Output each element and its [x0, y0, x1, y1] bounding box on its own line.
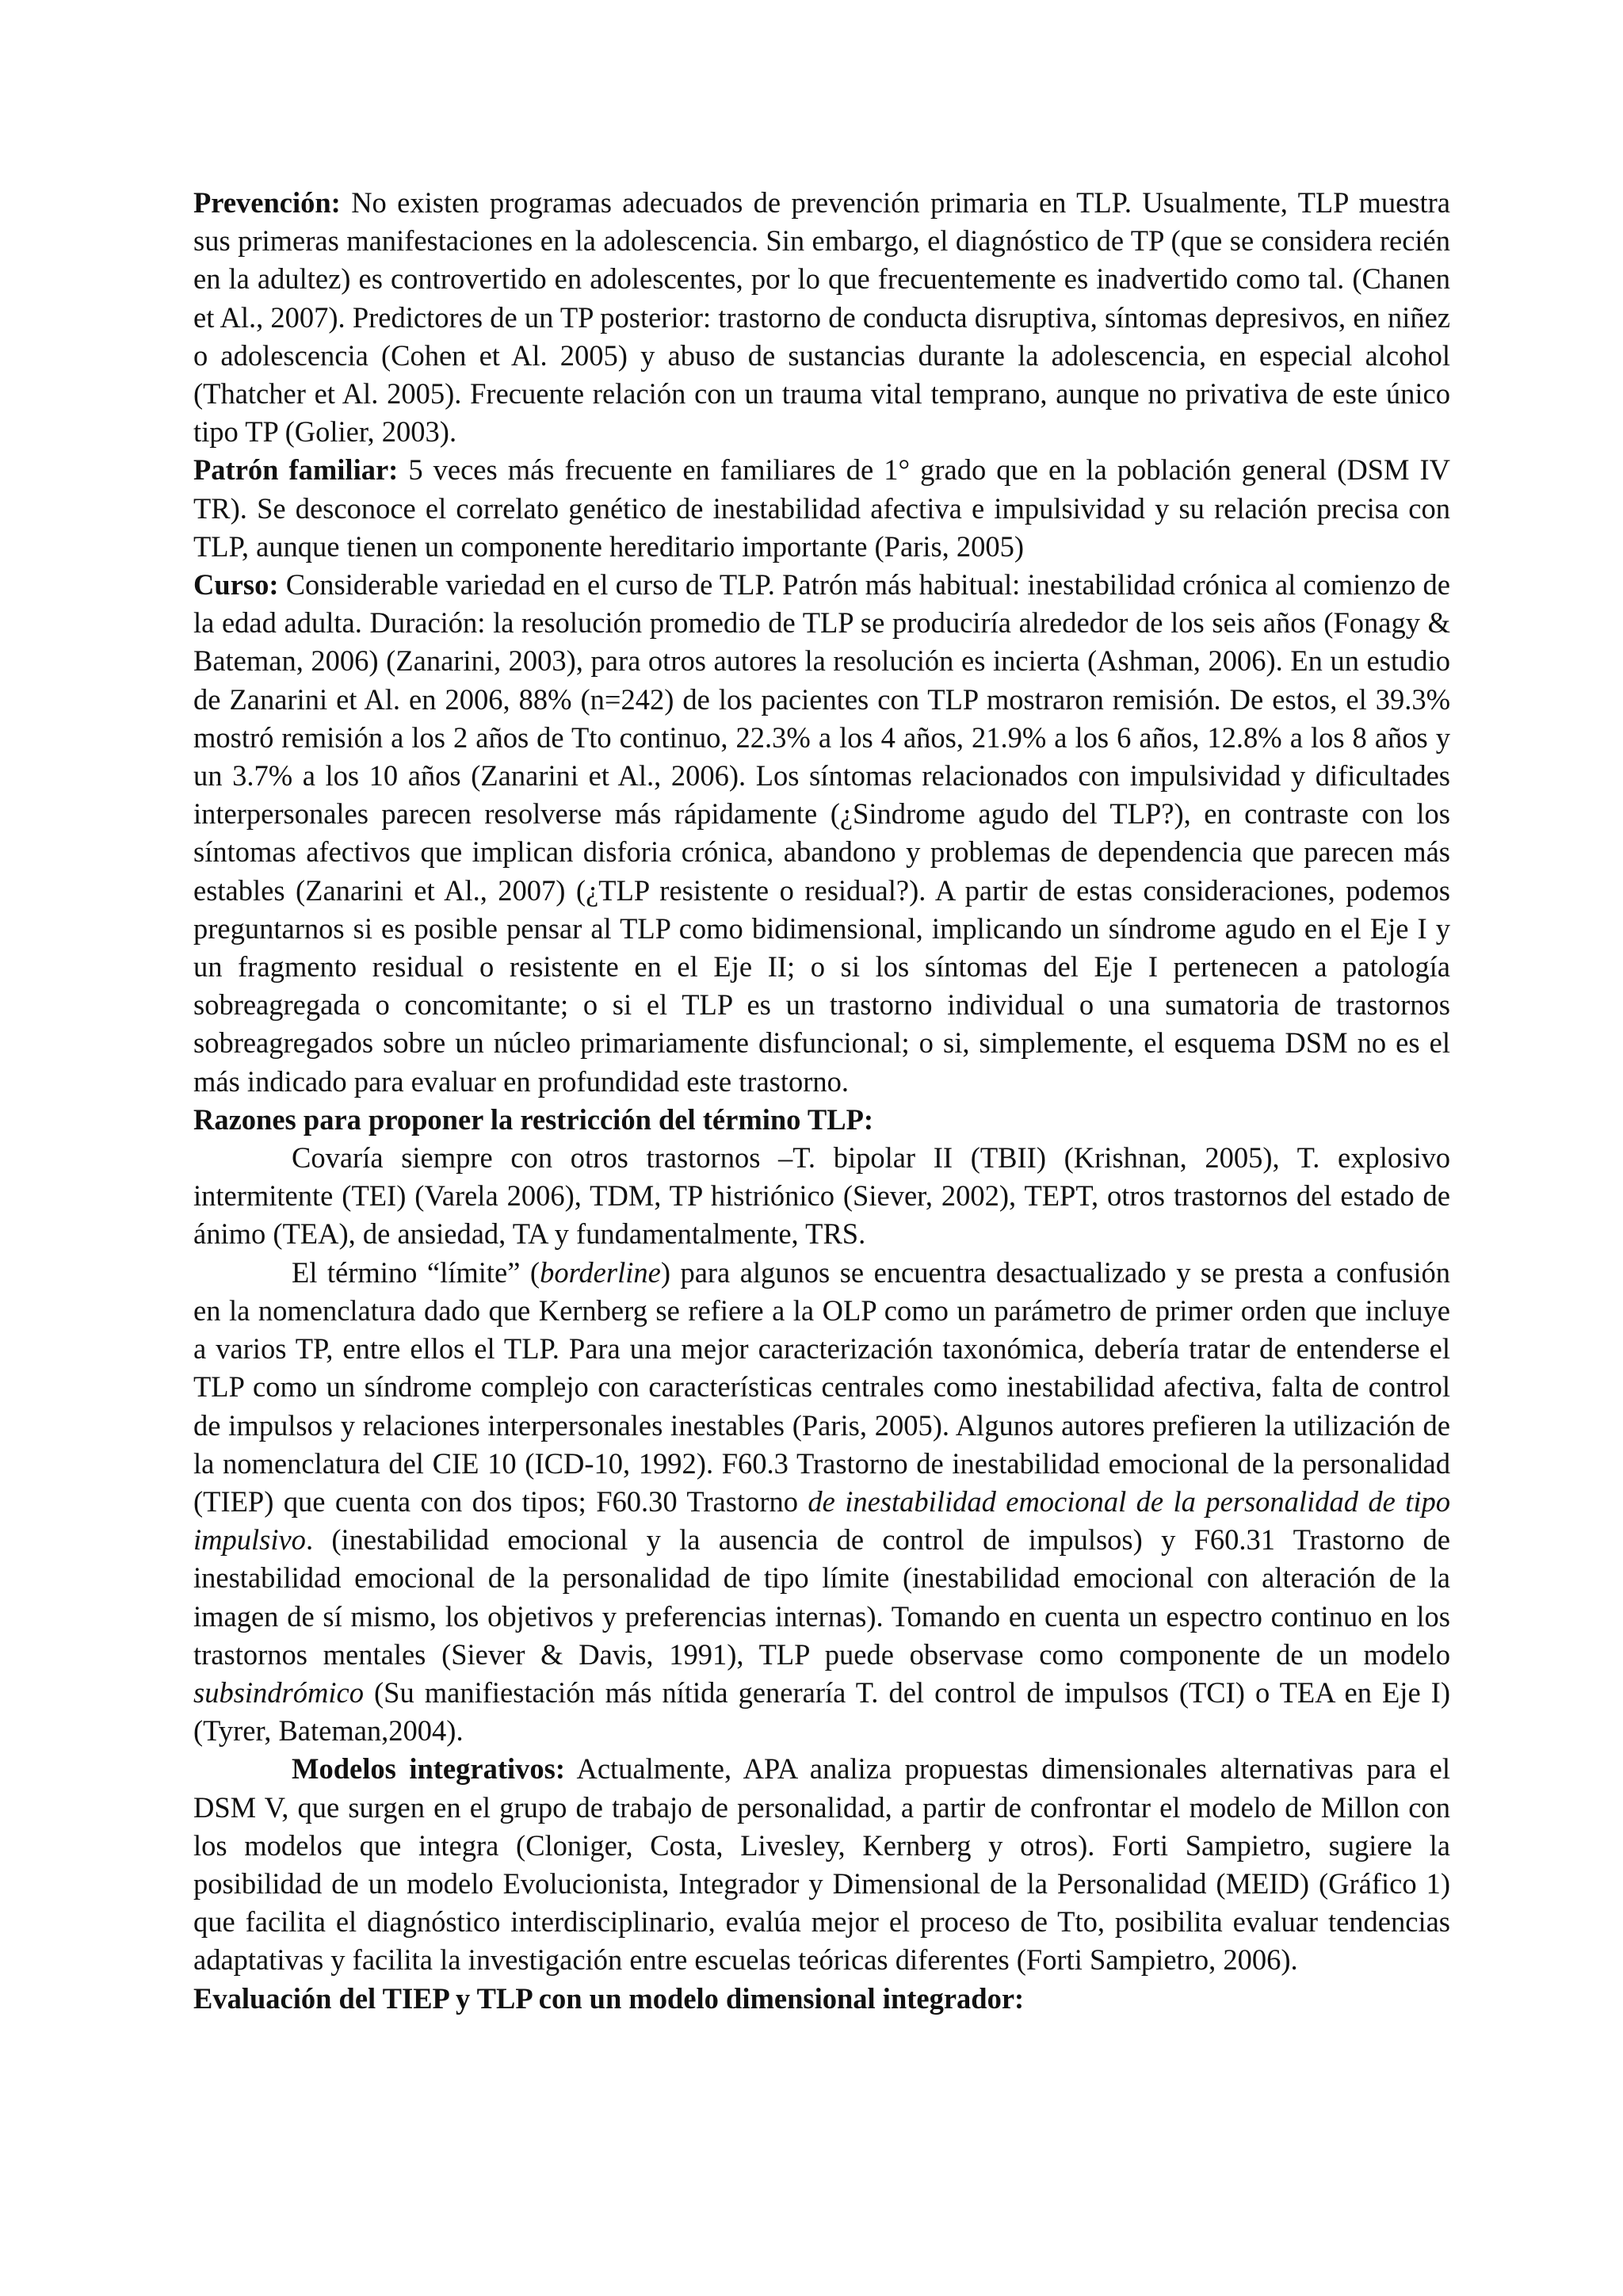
heading-evaluacion-text: Evaluación del TIEP y TLP con un modelo dimensional integrador:: [193, 1981, 1025, 2015]
text-razones-2g: (Su manifiestación más nítida generaría T. del control de impulsos (TCI) o TEA en Eje I) (Tyrer, Bateman,2004).: [193, 1675, 1450, 1748]
text-prevencion: No existen programas adecuados de prevención primaria en TLP. Usualmente, TLP muestra sus primeras manifestaciones en la adolescencia. Sin embargo, el diagnóstico de TP (que se considera recién en la adultez) es controvertido en adolescentes, por lo que frecuentemente es inadvertido como tal. (Chanen et Al., 2007). Predictores de un TP posterior: trastorno de conducta disruptiva, síntomas depresivos, en niñez o adolescencia (Cohen et Al. 2005) y abuso de sustancias durante la adolescencia, en especial alcohol (Thatcher et Al. 2005). Frecuente relación con un trauma vital temprano, aunque no privativa de este único tipo TP (Golier, 2003).: [193, 186, 1450, 449]
paragraph-patron-familiar: [193, 451, 1450, 566]
paragraph-razones-1: Covaría siempre con otros trastornos –T. bipolar II (TBII) (Krishnan, 2005), T. explosivo intermitente (TEI) (Varela 2006), TDM, TP histriónico (Siever, 2002), TEPT, otros trastornos del estado de ánimo (TEA), de ansiedad, TA y fundamentalmente, TRS.: [193, 1141, 1450, 1251]
text-curso: Considerable variedad en el curso de TLP. Patrón más habitual: inestabilidad crónica al comienzo de la edad adulta. Duración: la resolución promedio de TLP se produciría alrededor de los seis años (Fonagy & Bateman, 2006) (Zanarini, 2003), para otros autores la resolución es incierta (Ashman, 2006). En un estudio de Zanarini et Al. en 2006, 88% (n=242) de los pacientes con TLP mostraron remisión. De estos, el 39.3% mostró remisión a los 2 años de Tto continuo, 22.3% a los 4 años, 21.9% a los 6 años, 12.8% a los 8 años y un 3.7% a los 10 años (Zanarini et Al., 2006). Los síntomas relacionados con impulsividad y dificultades interpersonales parecen resolverse más rápidamente (¿Sindrome agudo del TLP?), en contraste con los síntomas afectivos que implican disforia crónica, abandono y problemas de dependencia que parecen más estables (Zanarini et Al., 2007) (¿TLP resistente o residual?). A partir de estas consideraciones, podemos preguntarnos si es posible pensar al TLP como bidimensional, implicando un síndrome agudo en el Eje I y un fragmento residual o resistente en el Eje II; o si los síntomas del Eje I pertenecen a patología sobreagregada o concomitante; o si el TLP es un trastorno individual o una sumatoria de trastornos sobreagregados sobre un núcleo primariamente disfuncional; o si, simplemente, el esquema DSM no es el más indicado para evaluar en profundidad este trastorno.: [193, 568, 1450, 1098]
text-razones-2a: El término “límite” (: [292, 1255, 540, 1289]
paragraph-curso: [193, 566, 1450, 1101]
text-razones-2e: . (inestabilidad emocional y la ausencia de control de impulsos) y F60.31 Trastorno de inestabilidad emocional de la personalidad de tipo límite (inestabilidad emocional con alteración de la imagen de sí mismo, los objetivos y preferencias internas). Tomando en cuenta un espectro continuo en los trastornos mentales (Siever & Davis, 1991), TLP puede observase como componente de un modelo: [193, 1523, 1450, 1671]
paragraph-razones-2: [193, 1254, 1450, 1751]
text-razones-2d: de inestabilidad emocional de la personalidad de tipo impulsivo: [193, 1484, 1450, 1557]
heading-razones-text: Razones para proponer la restricción del término TLP:: [193, 1102, 874, 1136]
text-razones-2c: ) para algunos se encuentra desactualizado y se presta a confusión en la nomenclatura dado que Kernberg se refiere a la OLP como un parámetro de primer orden que incluye a varios TP, entre ellos el TLP. Para una mejor caracterización taxonómica, debería tratar de entenderse el TLP como un síndrome complejo con características centrales como inestabilidad afectiva, falta de control de impulsos y relaciones interpersonales inestables (Paris, 2005). Algunos autores prefieren la utilización de la nomenclatura del CIE 10 (ICD-10, 1992). F60.3 Trastorno de inestabilidad emocional de la personalidad (TIEP) que cuenta con dos tipos; F60.30 Trastorno: [193, 1255, 1450, 1518]
heading-razones: [193, 1101, 1450, 1139]
text-modelos: Actualmente, APA analiza propuestas dimensionales alternativas para el DSM V, que surgen en el grupo de trabajo de personalidad, a partir de confrontar el modelo de Millon con los modelos que integra (Cloniger, Costa, Livesley, Kernberg y otros). Forti Sampietro, sugiere la posibilidad de un modelo Evolucionista, Integrador y Dimensional de la Personalidad (MEID) (Gráfico 1) que facilita el diagnóstico interdisciplinario, evalúa mejor el proceso de Tto, posibilita evaluar tendencias adaptativas y facilita la investigación entre escuelas teóricas diferentes (Forti Sampietro, 2006).: [193, 1752, 1450, 1977]
heading-patron-familiar: Patrón familiar:: [193, 453, 399, 487]
paragraph-modelos: [193, 1750, 1450, 1979]
heading-curso: Curso:: [193, 568, 279, 602]
heading-prevencion: Prevención:: [193, 186, 341, 219]
heading-evaluacion: [193, 1980, 1450, 2018]
text-razones-2f: subsindrómico: [193, 1675, 364, 1709]
text-razones-2b: borderline: [540, 1255, 661, 1289]
heading-modelos: Modelos integrativos:: [292, 1752, 565, 1786]
document-page: [193, 184, 1450, 2018]
paragraph-prevencion: [193, 184, 1450, 451]
text-patron-familiar: 5 veces más frecuente en familiares de 1° grado que en la población general (DSM IV TR). Se desconoce el correlato genético de inestabilidad afectiva e impulsividad y su relación precisa con TLP, aunque tienen un componente hereditario importante (Paris, 2005): [193, 453, 1450, 563]
